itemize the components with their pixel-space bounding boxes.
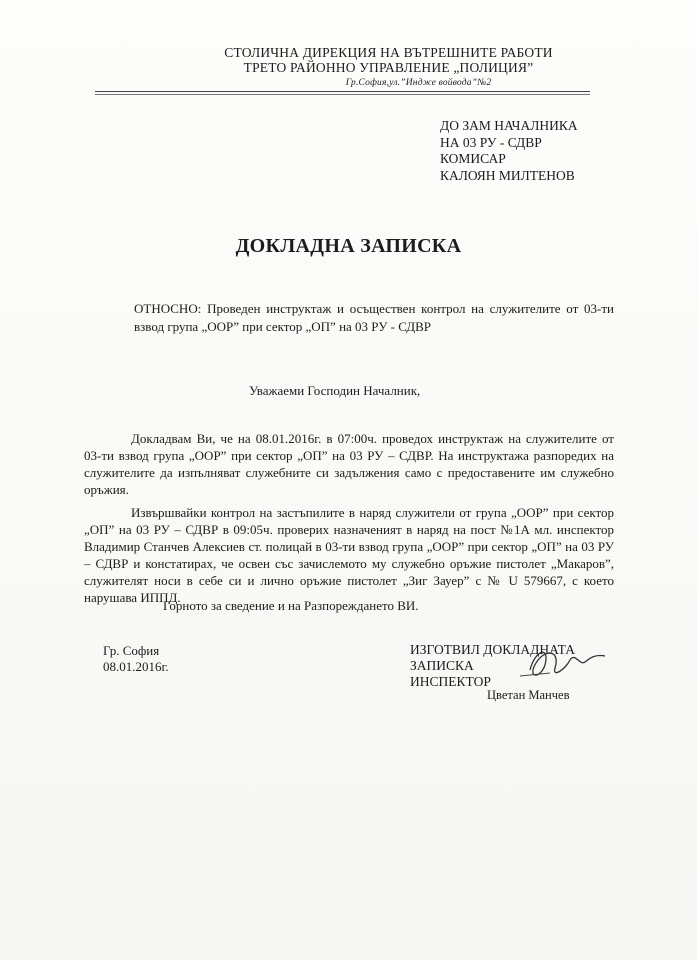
org-address: Гр.София,ул.”Индже войвода”№2 bbox=[345, 78, 492, 88]
header-divider-2 bbox=[95, 94, 590, 95]
addressee-line: КАЛОЯН МИЛТЕНОВ bbox=[440, 167, 575, 183]
author-line: ИНСПЕКТОР bbox=[410, 674, 491, 689]
closing-line: Горното за сведение и на Разпореждането ВИ. bbox=[163, 598, 419, 613]
document-title: ДОКЛАДНА ЗАПИСКА bbox=[235, 235, 462, 257]
paragraph: Извършвайки контрол на застъпилите в наряд служители от група „ООР” при сектор „ОП” на 03 РУ – СДВР в 09:05ч. проверих назначеният в наряд на пост №1А мл. инспектор Владимир Станчев Алексиев ст. полицай в 03-ти взвод група „ООР” при сектор „ОП” на 03 РУ – СДВР и констатирах, че освен със зачислемото му служебно оръжие пистолет „Макаров”, служителят носи в себе си и лично оръжие пистолет „Зиг Зауер” с № U 579667, с което нарушава ИППД. bbox=[84, 505, 614, 605]
author-line: ЗАПИСКА bbox=[410, 658, 474, 673]
header-divider bbox=[95, 91, 590, 92]
body-text bbox=[84, 430, 614, 612]
addressee-line: НА 03 РУ - СДВР bbox=[440, 134, 542, 150]
place-date-block bbox=[103, 643, 169, 675]
department-name: ТРЕТО РАЙОННО УПРАВЛЕНИЕ „ПОЛИЦИЯ” bbox=[243, 60, 534, 75]
subject-text: ОТНОСНО: Проведен инструктаж и осъществен контрол на служителите от 03-ти взвод група „ООР” при сектор „ОП” на 03 РУ - СДВР bbox=[134, 301, 614, 334]
addressee-line: КОМИСАР bbox=[440, 151, 506, 166]
date: 08.01.2016г. bbox=[103, 659, 169, 674]
addressee-block bbox=[440, 118, 578, 184]
greeting: Уважаеми Господин Началник, bbox=[249, 383, 421, 398]
author-line: ИЗГОТВИЛ ДОКЛАДНАТА bbox=[410, 642, 575, 657]
paragraph: Докладвам Ви, че на 08.01.2016г. в 07:00ч. проведох инструктаж на служителите от 03-ти взвод група „ООР” при сектор „ОП” на 03 РУ – СДВР. На инструктажа разпоредих на служителите да изпълняват служебните си задължения само с предоставените им служебно оръжия. bbox=[84, 431, 614, 497]
place: Гр. София bbox=[103, 643, 160, 658]
author-name: Цветан Манчев bbox=[487, 688, 570, 702]
org-name: СТОЛИЧНА ДИРЕКЦИЯ НА ВЪТРЕШНИТЕ РАБОТИ bbox=[224, 45, 553, 60]
subject-line bbox=[84, 300, 614, 336]
signature-scribble bbox=[510, 640, 620, 685]
addressee-line: ДО ЗАМ НАЧАЛНИКА bbox=[440, 118, 578, 133]
